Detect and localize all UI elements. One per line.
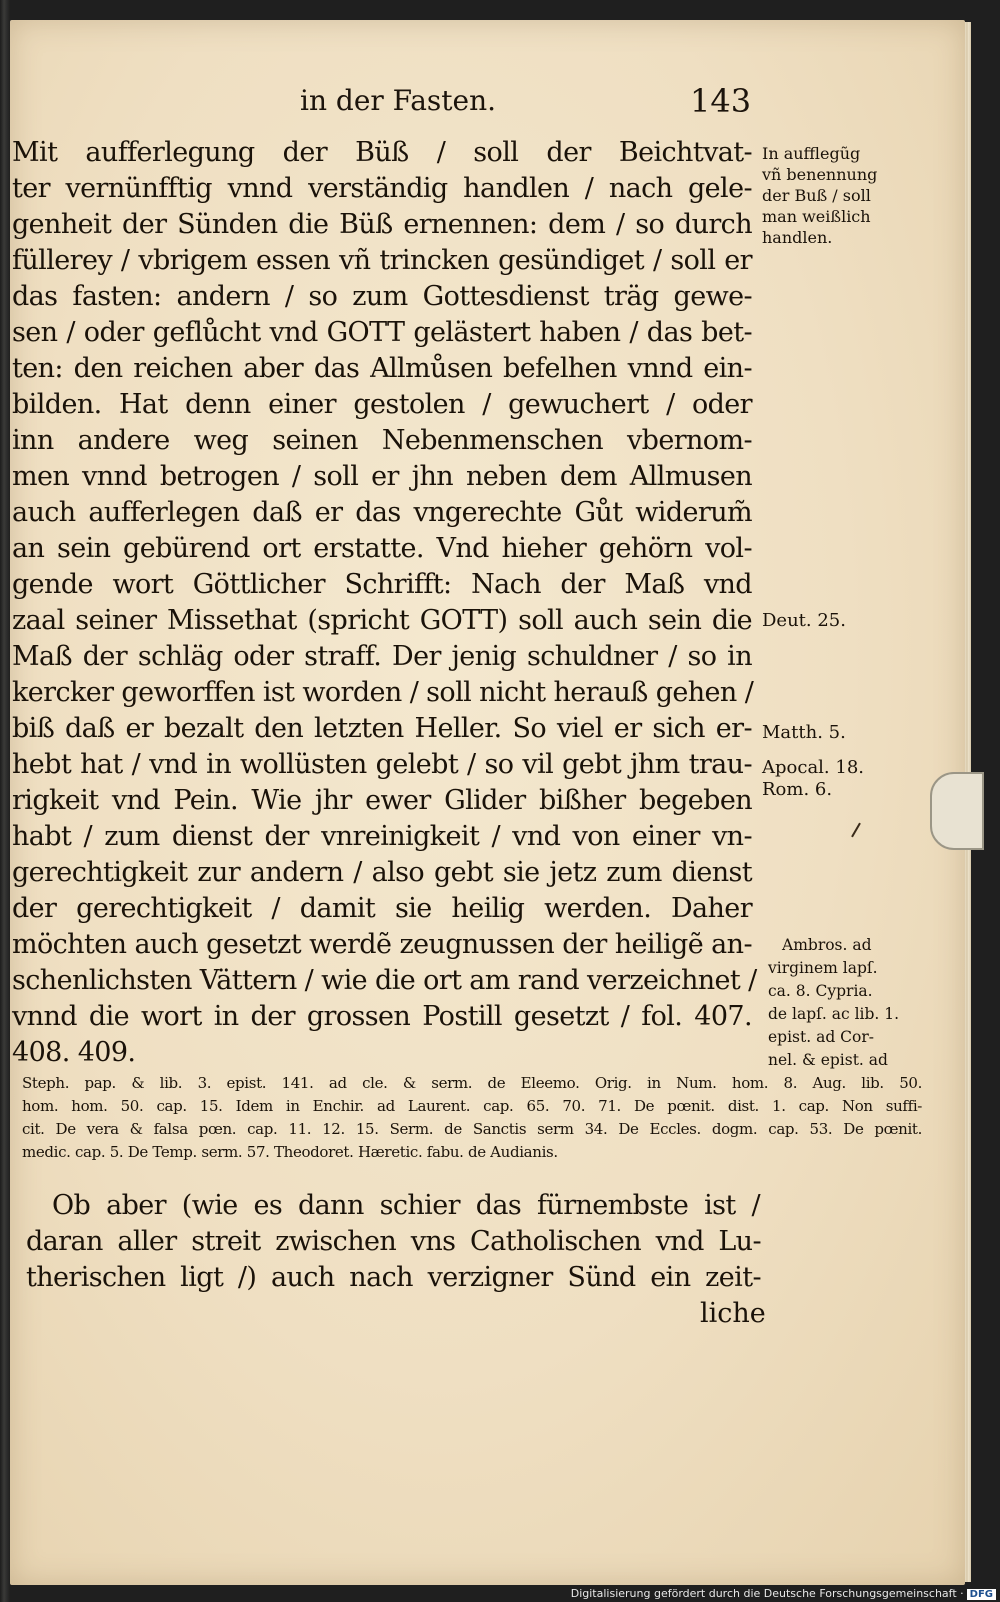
footnote-line: medic. cap. 5. De Temp. serm. 57. Theodoret. Hæretic. fabu. de Audianis. <box>22 1143 558 1161</box>
margin-note-line: vñ benennung <box>762 165 878 184</box>
margin-note-line: epist. ad Cor- <box>768 1028 875 1046</box>
text-line: auch aufferlegen daß er das vngerechte Gůt widerum̃ <box>12 497 752 528</box>
text-line: Ob aber (wie es dann schier das fürnembste ist / <box>52 1190 760 1221</box>
text-line: gende wort Göttlicher Schrifft: Nach der Maß vnd <box>12 569 752 600</box>
footnote-line: hom. hom. 50. cap. 15. Idem in Enchir. ad Laurent. cap. 65. 70. 71. De pœnit. dist. 1. cap. Non suffi- <box>22 1097 922 1115</box>
text-line: zaal seiner Missethat (spricht GOTT) soll auch sein die <box>12 605 752 636</box>
text-line: füllerey / vbrigem essen vñ trincken gesündiget / soll er <box>12 245 752 276</box>
page-number: 143 <box>690 82 752 120</box>
text-line: sen / oder geflůcht vnd GOTT gelästert haben / das bet- <box>12 317 752 348</box>
text-line: der gerechtigkeit / damit sie heilig werden. Daher <box>12 893 752 924</box>
text-line: ter vernünfftig vnnd verständig handlen / nach gele- <box>12 173 752 204</box>
margin-ref-deut: Deut. 25. <box>762 610 846 631</box>
text-line: therischen ligt /) auch nach verzigner Sünd ein zeit- <box>26 1262 761 1293</box>
dfg-logo: DFG <box>967 1589 996 1600</box>
text-line: Maß der schläg oder straff. Der jenig schuldner / so in <box>12 641 752 672</box>
text-line: gerechtigkeit zur andern / also gebt sie jetz zum dienst <box>12 857 752 888</box>
text-line: inn andere weg seinen Nebenmenschen vbernom- <box>12 425 752 456</box>
margin-note-line: Ambros. ad <box>782 936 872 954</box>
text-line: kercker geworffen ist worden / soll nicht herauß gehen / <box>12 677 754 708</box>
margin-note-line: nel. & epist. ad <box>768 1051 888 1069</box>
margin-ref-rom: Rom. 6. <box>762 779 833 800</box>
text-line: biß daß er bezalt den letzten Heller. So viel er sich er- <box>12 713 752 744</box>
footnote-line: cit. De vera & falsa pœn. cap. 11. 12. 15. Serm. de Sanctis serm 34. De Eccles. dogm. cap. 53. De pœnit. <box>22 1120 922 1138</box>
text-line: men vnnd betrogen / soll er jhn neben dem Allmusen <box>12 461 752 492</box>
text-line: habt / zum dienst der vnreinigkeit / vnd von einer vn- <box>12 821 752 852</box>
catchword: liche <box>700 1298 766 1329</box>
text-line: rigkeit vnd Pein. Wie jhr ewer Glider bißher begeben <box>12 785 752 816</box>
text-line: genheit der Sünden die Büß ernennen: dem / so durch <box>12 209 752 240</box>
running-head: in der Fasten. <box>300 84 497 117</box>
text-line: an sein gebürend ort erstatte. Vnd hieher gehörn vol- <box>12 533 752 564</box>
digitization-credit <box>571 1587 996 1600</box>
margin-note-line: ca. 8. Cypria. <box>768 982 873 1000</box>
text-line: das fasten: andern / so zum Gottesdienst träg gewe- <box>12 281 752 312</box>
margin-note-line: In aufflegũg <box>762 144 861 163</box>
text-line: schenlichsten Vättern / wie die ort am rand verzeichnet / <box>12 965 757 996</box>
margin-ref-matth: Matth. 5. <box>762 722 846 743</box>
footnote-line: Steph. pap. & lib. 3. epist. 141. ad cle. & serm. de Eleemo. Orig. in Num. hom. 8. Aug. lib. 50. <box>22 1074 922 1092</box>
text-line: vnnd die wort in der grossen Postill gesetzt / fol. 407. <box>12 1001 752 1032</box>
margin-note-line: de lapſ. ac lib. 1. <box>768 1005 900 1023</box>
credit-text: Digitalisierung gefördert durch die Deutsche Forschungsgemeinschaft · <box>570 1587 964 1600</box>
text-line: bilden. Hat denn einer gestolen / gewuchert / oder <box>12 389 752 420</box>
margin-note-line: handlen. <box>762 228 833 247</box>
margin-note-line: man weißlich <box>762 207 871 226</box>
text-line: möchten auch gesetzt werdẽ zeugnussen der heiligẽ an- <box>12 929 752 960</box>
text-line: hebt hat / vnd in wollüsten gelebt / so vil gebt jhm trau- <box>12 749 752 780</box>
text-line: ten: den reichen aber das Allmůsen befelhen vnnd ein- <box>12 353 752 384</box>
margin-note-line: virginem lapſ. <box>768 959 878 977</box>
text-line: 408. 409. <box>12 1037 136 1068</box>
text-line: daran aller streit zwischen vns Catholischen vnd Lu- <box>26 1226 761 1257</box>
page-tab-handle[interactable] <box>930 772 984 850</box>
margin-ref-apocal: Apocal. 18. <box>762 757 864 778</box>
text-line: Mit aufferlegung der Büß / soll der Beichtvat- <box>12 137 752 168</box>
margin-note-line: der Buß / soll <box>762 186 871 205</box>
